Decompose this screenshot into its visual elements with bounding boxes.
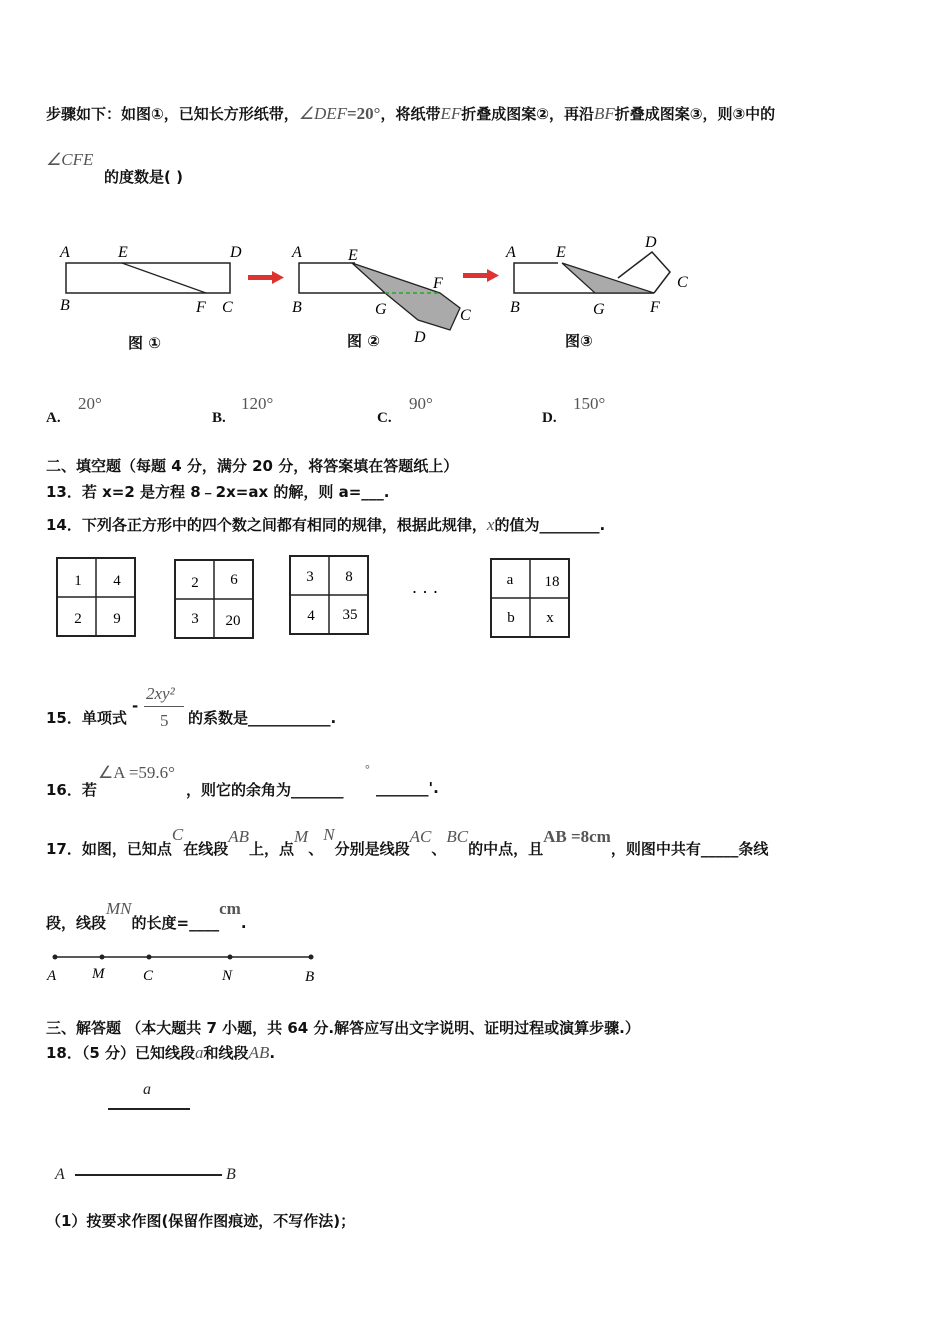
grid2-tr: 6: [230, 572, 238, 588]
q15-tail: 的系数是___________.: [188, 709, 337, 727]
segment-ab: [75, 1174, 222, 1176]
grid2-br: 20: [225, 613, 241, 629]
ellipsis-dots: · · ·: [411, 582, 439, 602]
fig2-label-b: B: [292, 299, 302, 316]
segment-bf: BF: [594, 104, 615, 123]
q14-text: 14．下列各正方形中的四个数之间都有相同的规律，根据此规律，x的值为________.: [46, 515, 606, 534]
fig1-crease-ef: [122, 263, 206, 293]
fig1-caption: 图 ①: [128, 334, 161, 352]
q16-angle: ∠A =59.6°: [98, 763, 175, 782]
q16-text-c: _______'.: [376, 779, 439, 797]
option-c-value: 90°: [409, 394, 433, 413]
label-n: N: [222, 968, 233, 984]
section3-heading: 三、解答题 （本大题共 7 小题，共 64 分.解答应写出文字说明、证明过程或演算步骤.）: [46, 1019, 640, 1037]
grid3-tr: 8: [345, 569, 353, 585]
q17-segment-diagram: [40, 945, 340, 987]
grid4-br: x: [546, 610, 554, 626]
q17-line2: 段，线段MN的长度=____cm.: [46, 899, 247, 932]
q15-label: 15．单项式: [46, 709, 127, 727]
fig2-label-a: A: [292, 244, 302, 261]
grid4-bl: b: [507, 610, 515, 626]
point-n: [228, 955, 233, 960]
fig3-caption: 图③: [565, 332, 593, 350]
fig2-label-d: D: [414, 329, 426, 346]
q18-text: 18．（5 分）已知线段a和线段AB.: [46, 1043, 276, 1062]
q15-minus: -: [132, 697, 139, 715]
label-b: B: [305, 969, 315, 985]
q15-fraction-bar: [144, 706, 184, 707]
fig3-label-a: A: [506, 244, 516, 261]
option-c-letter[interactable]: C.: [377, 410, 392, 426]
arrow-1: [248, 271, 284, 284]
figure-2: [291, 244, 471, 346]
q14-grids: [50, 550, 580, 645]
q13-text: 13．若 x=2 是方程 8﹣2x=ax 的解，则 a=___.: [46, 483, 390, 501]
fig3-folded-region: [562, 263, 654, 293]
q18-part1: （1）按要求作图(保留作图痕迹，不写作法)；: [46, 1212, 356, 1230]
point-b: [309, 955, 314, 960]
fig3-label-b: B: [510, 299, 520, 316]
q15-denominator: 5: [160, 711, 169, 730]
fig1-label-d: D: [230, 244, 242, 261]
q12-line2: 的度数是( ): [104, 168, 183, 186]
grid4-tr: 18: [544, 574, 560, 590]
grid-4: [491, 559, 569, 637]
grid1-tl: 1: [74, 573, 82, 589]
fig2-caption: 图 ②: [347, 332, 380, 350]
option-a-value: 20°: [78, 394, 102, 413]
grid-2: [175, 560, 253, 638]
section2-heading: 二、填空题（每题 4 分，满分 20 分，将答案填在答题纸上）: [46, 457, 459, 475]
fig2-folded-flap: [352, 263, 460, 330]
fig2-label-f: F: [433, 275, 443, 292]
figure-3: [505, 234, 688, 318]
option-b-value: 120°: [241, 394, 274, 413]
grid4-tl: a: [506, 572, 514, 588]
option-a-letter[interactable]: A.: [46, 410, 61, 426]
angle-cfe: ∠CFE: [46, 150, 94, 169]
option-d-letter[interactable]: D.: [542, 410, 557, 426]
label-a: A: [47, 968, 57, 984]
fig2-label-e: E: [348, 247, 358, 264]
grid1-bl: 2: [74, 611, 82, 627]
angle-def: ∠DEF: [298, 104, 347, 123]
grid3-bl: 4: [307, 608, 315, 624]
fig1-label-c: C: [222, 299, 233, 316]
fig1-label-a: A: [60, 244, 70, 261]
option-b-letter[interactable]: B.: [212, 410, 226, 426]
q16-text-b: ，则它的余角为_______: [186, 781, 344, 799]
grid-3: [290, 556, 368, 634]
fig1-label-e: E: [118, 244, 128, 261]
grid3-br: 35: [342, 607, 358, 623]
fig3-label-d: D: [645, 234, 657, 251]
grid1-tr: 4: [113, 573, 121, 589]
grid-1: [57, 558, 135, 636]
grid1-br: 9: [113, 611, 121, 627]
fig3-label-e: E: [556, 244, 566, 261]
q16-degree-mark: °: [365, 762, 370, 776]
grid2-bl: 3: [191, 611, 199, 627]
segment-ef: EF: [440, 104, 462, 123]
angle-def-value: =20°: [347, 104, 381, 123]
fig2-label-c: C: [460, 307, 471, 324]
fig1-label-f: F: [196, 299, 206, 316]
q17-line1: 17．如图，已知点C在线段AB上，点M、N分别是线段AC、BC的中点，且AB =8cm，则图中共有_____条线: [46, 825, 769, 858]
fig1-label-b: B: [60, 297, 70, 314]
q16-label: 16．若: [46, 781, 97, 799]
option-d-value: 150°: [573, 394, 606, 413]
arrow-2: [463, 269, 499, 282]
point-a: [53, 955, 58, 960]
grid3-tl: 3: [306, 569, 314, 585]
grid2-tl: 2: [191, 575, 199, 591]
label-m: M: [92, 966, 105, 982]
segment-a: [108, 1108, 190, 1110]
segment-ab-label-b: B: [226, 1166, 236, 1183]
fig3-label-g: G: [593, 301, 605, 318]
point-c: [147, 955, 152, 960]
point-m: [100, 955, 105, 960]
label-c: C: [143, 968, 154, 984]
fig3-label-f: F: [650, 299, 660, 316]
q12-line1: 步骤如下：如图①，已知长方形纸带，∠DEF=20°，将纸带EF折叠成图案②，再沿BF折叠成图案③，则③中的: [46, 104, 776, 123]
q15-numerator: 2xy²: [146, 684, 175, 703]
fig3-label-c: C: [677, 274, 688, 291]
fig2-label-g: G: [375, 301, 387, 318]
figure-1: [59, 244, 242, 316]
segment-a-label: a: [143, 1081, 151, 1098]
segment-ab-label-a: A: [55, 1166, 65, 1183]
fig1-rectangle: [66, 263, 230, 293]
